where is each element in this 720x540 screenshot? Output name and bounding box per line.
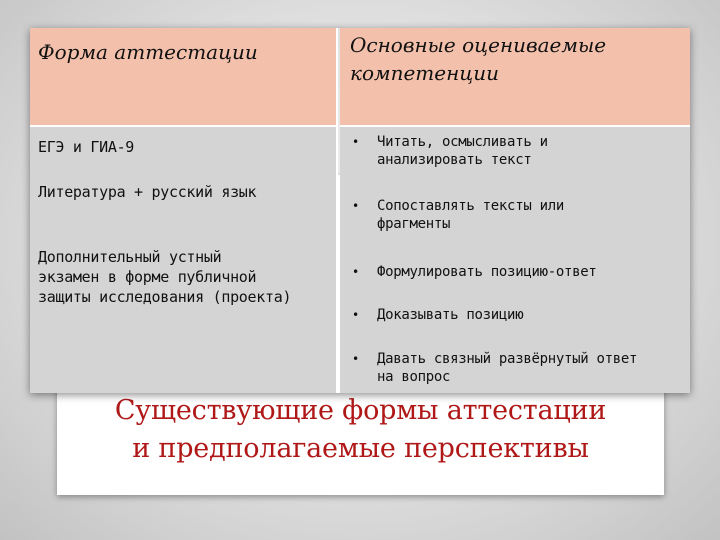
competency-answer-line-2: на вопрос <box>377 369 451 385</box>
competency-item-formulate-text <box>377 263 682 281</box>
bullet-dot: • <box>352 135 359 149</box>
header-competencies-line-2: компетенции <box>350 61 499 85</box>
attestation-form-oral-exam-line-2: экзамен в форме публичной <box>38 268 257 286</box>
competency-item-read-text <box>377 133 682 169</box>
header-label-competencies <box>350 31 606 87</box>
bullet-dot: • <box>352 265 359 279</box>
competency-item-prove <box>352 306 682 324</box>
competency-item-compare-text <box>377 197 682 233</box>
slide-title-line-1: Существующие формы аттестации <box>114 395 607 426</box>
competency-item-answer <box>352 350 682 386</box>
bullet-dot: • <box>352 308 359 322</box>
competency-prove-line-1: Доказывать позицию <box>377 307 524 323</box>
header-cell-competencies <box>340 28 690 125</box>
competency-item-formulate <box>352 263 682 281</box>
competency-compare-line-2: фрагменты <box>377 216 451 232</box>
competency-item-compare <box>352 197 682 233</box>
attestation-forms-cell <box>30 125 338 393</box>
competency-item-answer-text <box>377 350 682 386</box>
competencies-table <box>30 28 690 393</box>
attestation-form-literature-russian <box>38 182 256 202</box>
competency-answer-line-1: Давать связный развёрнутый ответ <box>377 351 638 367</box>
attestation-form-literature-russian-line: Литература + русский язык <box>38 183 257 201</box>
header-cell-attestation-form <box>30 28 338 125</box>
competency-item-prove-text <box>377 306 682 324</box>
competency-read-line-1: Читать, осмысливать и <box>377 134 548 150</box>
competency-item-read <box>352 133 682 169</box>
attestation-form-oral-exam <box>38 247 291 307</box>
header-competencies-line-1: Основные оцениваемые <box>350 33 607 57</box>
competencies-cell <box>340 125 690 393</box>
slide-title <box>57 392 664 468</box>
bullet-dot: • <box>352 199 359 213</box>
competency-compare-line-1: Сопоставлять тексты или <box>377 198 564 214</box>
competency-formulate-line-1: Формулировать позицию-ответ <box>377 264 597 280</box>
header-label-attestation-form: Форма аттестации <box>38 40 258 64</box>
attestation-form-oral-exam-line-1: Дополнительный устный <box>38 248 222 266</box>
attestation-form-ege-gia <box>38 137 134 157</box>
competency-read-line-2: анализировать текст <box>377 152 532 168</box>
attestation-form-oral-exam-line-3: защиты исследования (проекта) <box>38 288 292 306</box>
bullet-dot: • <box>352 352 359 366</box>
slide-title-line-2: и предполагаемые перспективы <box>132 433 589 464</box>
attestation-form-ege-gia-line: ЕГЭ и ГИА-9 <box>38 138 135 156</box>
